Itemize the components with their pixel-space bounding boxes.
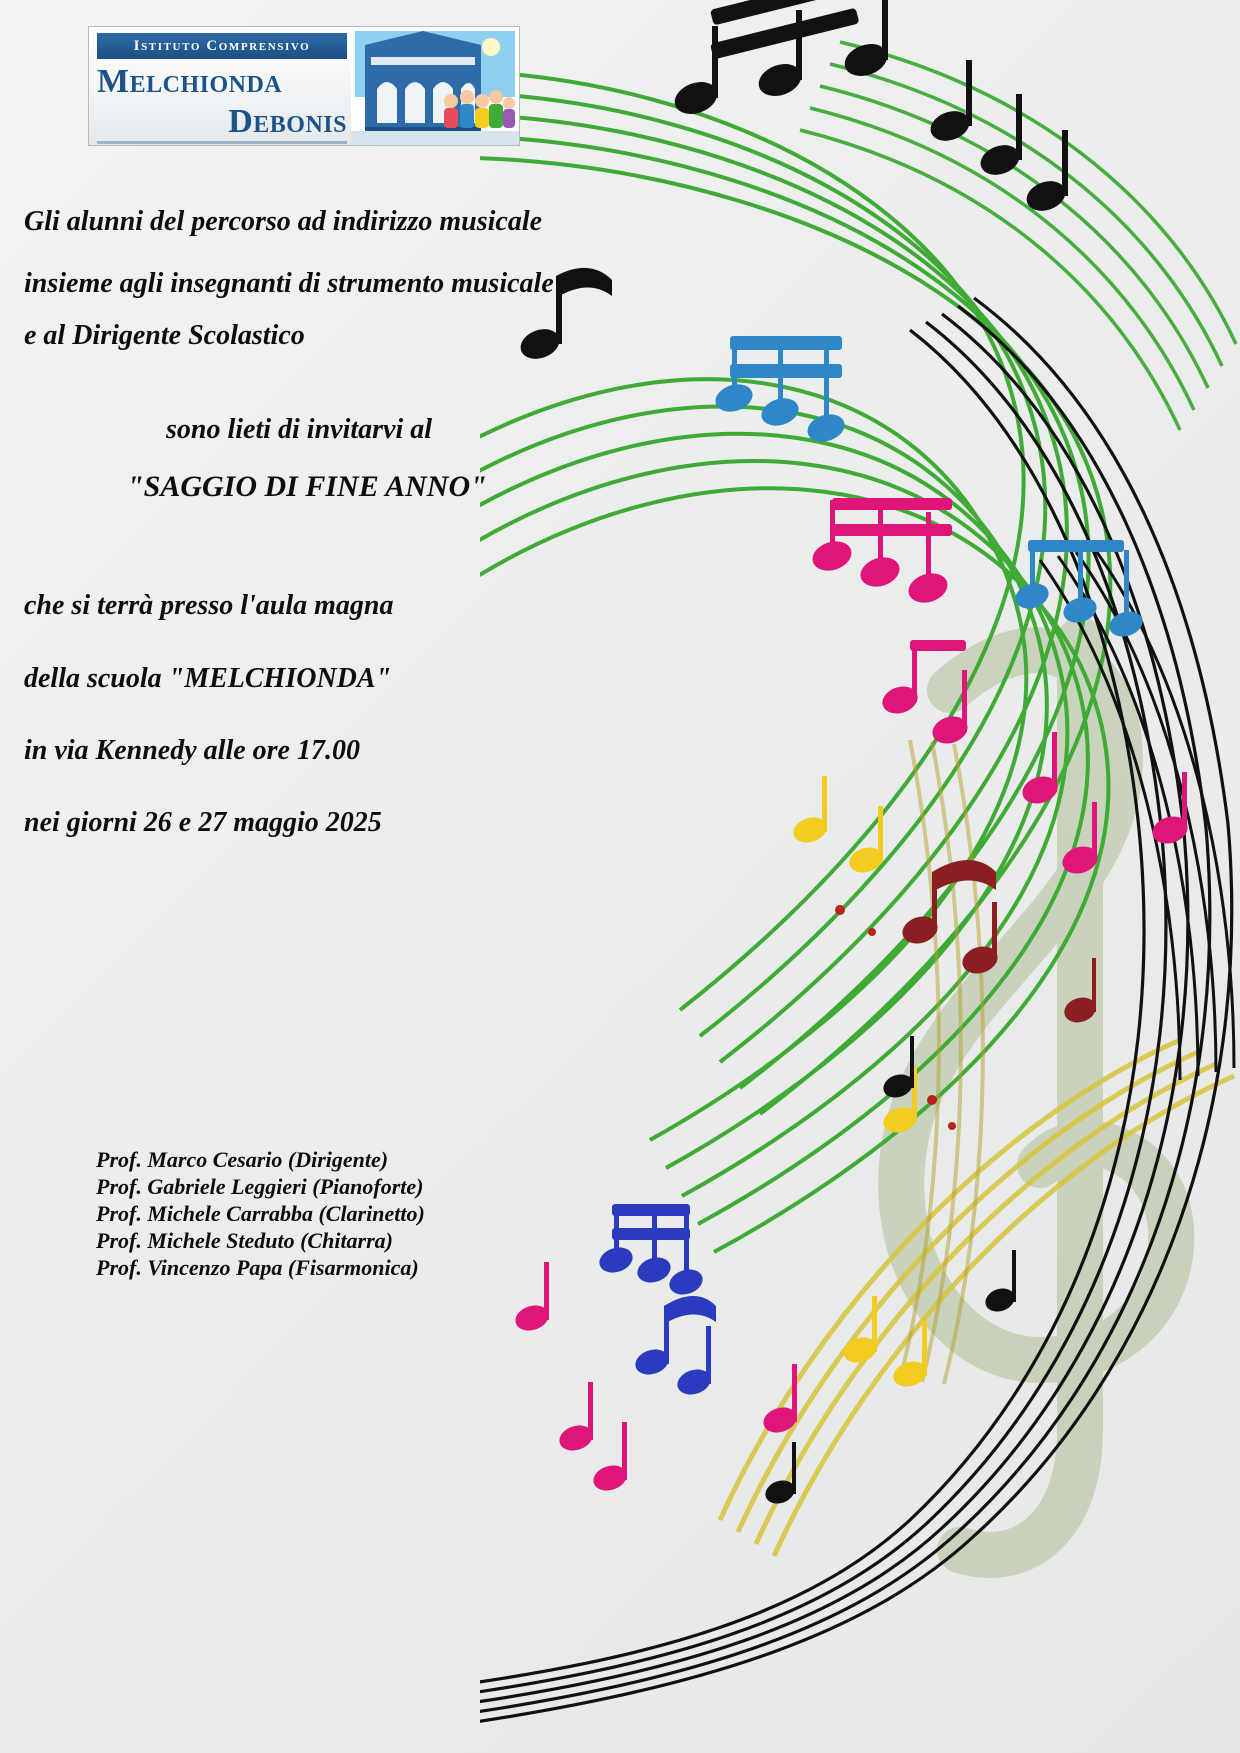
logo-divider (97, 141, 347, 144)
event-title: "SAGGIO DI FINE ANNO" (127, 470, 487, 503)
venue-line-3: in via Kennedy alle ore 17.00 (24, 735, 360, 766)
list-item: Prof. Michele Carrabba (Clarinetto) (96, 1201, 425, 1226)
logo-wordmark (89, 27, 351, 145)
intro-line-2: insieme agli insegnanti di strumento musicale (24, 268, 554, 299)
intro-line-1: Gli alunni del percorso ad indirizzo musicale (24, 206, 543, 237)
invitation-line: sono lieti di invitarvi al (166, 414, 433, 445)
list-item: Prof. Gabriele Leggieri (Pianoforte) (96, 1174, 424, 1199)
logo-name-debonis: Debonis (228, 103, 347, 140)
teachers-list (96, 1146, 425, 1281)
list-item: Prof. Michele Steduto (Chitarra) (96, 1228, 394, 1253)
intro-line-3: e al Dirigente Scolastico (24, 320, 305, 351)
event-dates: nei giorni 26 e 27 maggio 2025 (24, 807, 382, 838)
venue-line-2: della scuola "MELCHIONDA" (24, 663, 392, 694)
school-logo (88, 26, 520, 146)
list-item: Prof. Vincenzo Papa (Fisarmonica) (96, 1255, 419, 1280)
logo-name-melchionda: Melchionda (97, 63, 283, 100)
school-building-with-children-illustration (351, 27, 519, 145)
list-item: Prof. Marco Cesario (Dirigente) (96, 1147, 389, 1172)
venue-line-1: che si terrà presso l'aula magna (24, 590, 394, 621)
logo-institute-line: Istituto Comprensivo (97, 33, 347, 59)
swirling-musical-staff-and-notes-artwork (480, 0, 1240, 1753)
